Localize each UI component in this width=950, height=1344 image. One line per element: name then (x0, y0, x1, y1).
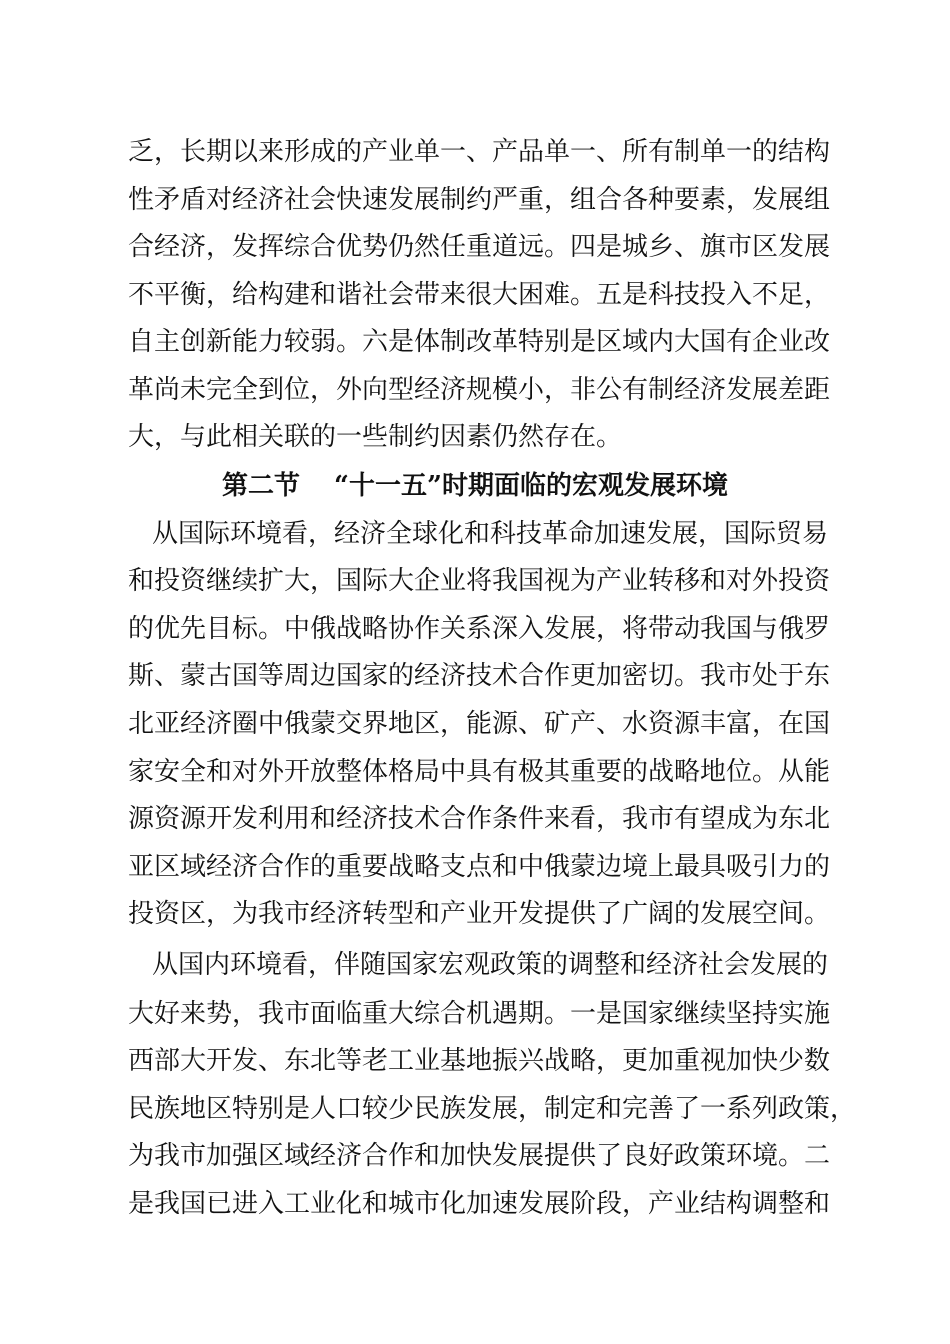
text-line: 从国际环境看，经济全球化和科技革命加速发展，国际贸易 (152, 519, 829, 549)
text-line: 斯、蒙古国等周边国家的经济技术合作更加密切。我市处于东 (128, 661, 831, 691)
text-line: 亚区域经济合作的重要战略支点和中俄蒙边境上最具吸引力的 (128, 852, 831, 882)
text-line: 自主创新能力较弱。六是体制改革特别是区域内大国有企业改 (128, 327, 831, 357)
text-line: 北亚经济圈中俄蒙交界地区，能源、矿产、水资源丰富，在国 (128, 709, 831, 739)
text-line: 不平衡，给构建和谐社会带来很大困难。五是科技投入不足， (128, 280, 831, 310)
section-number: 第二节 (222, 471, 301, 501)
text-line: 民族地区特别是人口较少民族发展，制定和完善了一系列政策， (128, 1094, 857, 1124)
text-line: 性矛盾对经济社会快速发展制约严重，组合各种要素，发展组 (128, 185, 831, 215)
text-line: 是我国已进入工业化和城市化加速发展阶段，产业结构调整和 (128, 1189, 831, 1219)
text-line: 革尚未完全到位，外向型经济规模小，非公有制经济发展差距 (128, 375, 831, 405)
text-line: 的优先目标。中俄战略协作关系深入发展，将带动我国与俄罗 (128, 614, 831, 644)
text-line: 为我市加强区域经济合作和加快发展提供了良好政策环境。二 (128, 1141, 831, 1171)
text-line: 大好来势，我市面临重大综合机遇期。一是国家继续坚持实施 (128, 999, 831, 1029)
text-line: 大，与此相关联的一些制约因素仍然存在。 (128, 422, 623, 452)
text-line: 源资源开发利用和经济技术合作条件来看，我市有望成为东北 (128, 804, 831, 834)
text-line: 从国内环境看，伴随国家宏观政策的调整和经济社会发展的 (152, 950, 829, 980)
text-line: 和投资继续扩大，国际大企业将我国视为产业转移和对外投资 (128, 566, 831, 596)
text-line: 家安全和对外开放整体格局中具有极其重要的战略地位。从能 (128, 757, 831, 787)
section-title: “十一五”时期面临的宏观发展环境 (334, 471, 728, 501)
text-line: 投资区，为我市经济转型和产业开发提供了广阔的发展空间。 (128, 899, 831, 929)
text-line: 合经济，发挥综合优势仍然任重道远。四是城乡、旗市区发展 (128, 232, 831, 262)
text-line: 乏，长期以来形成的产业单一、产品单一、所有制单一的结构 (128, 137, 831, 167)
text-line: 西部大开发、东北等老工业基地振兴战略，更加重视加快少数 (128, 1046, 831, 1076)
section-heading (0, 466, 950, 506)
